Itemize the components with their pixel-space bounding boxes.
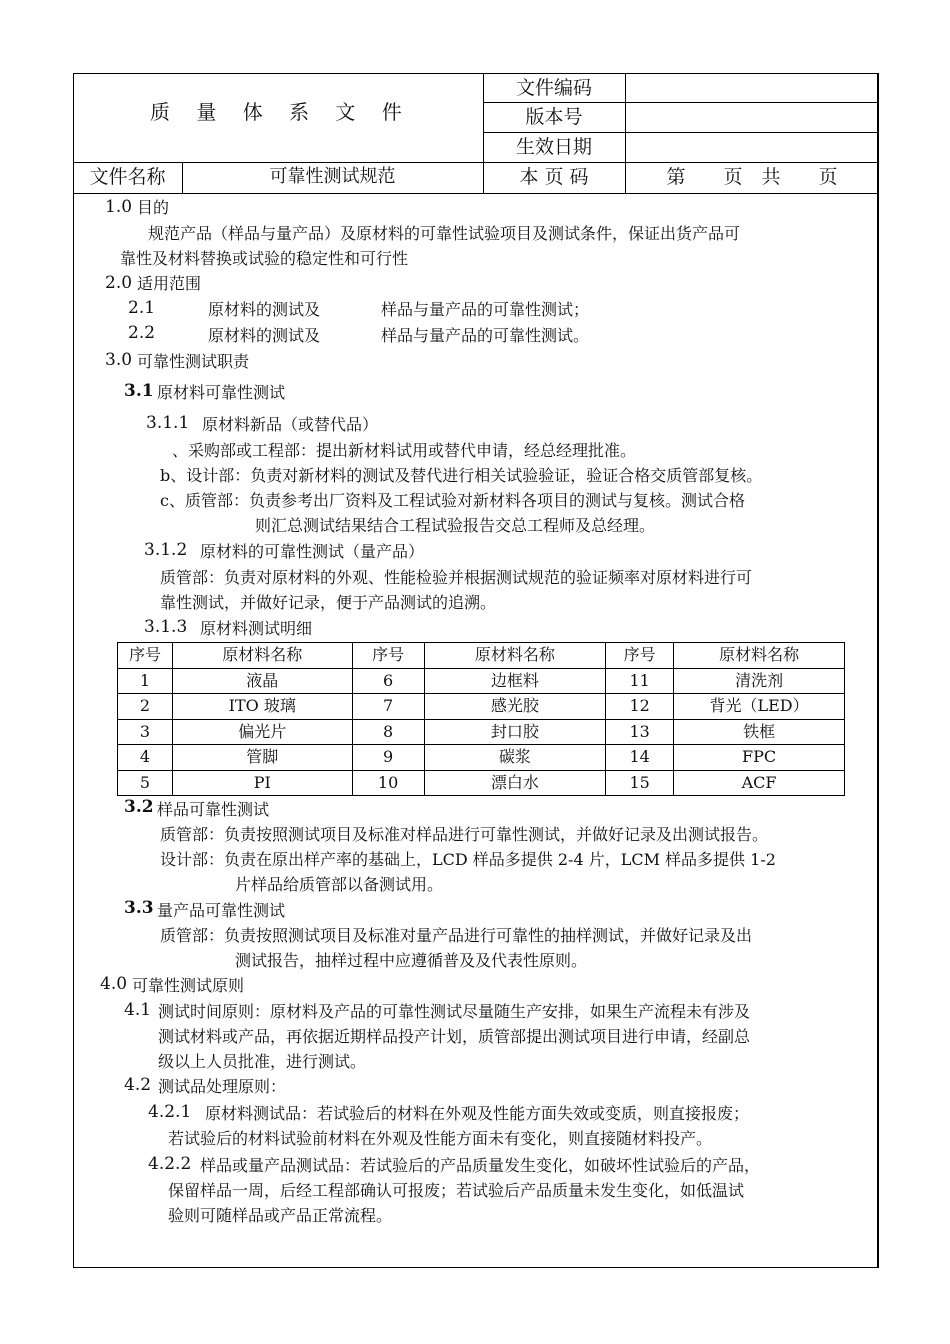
doc-title: 质 量 体 系 文 件 (150, 100, 412, 124)
section-number: 1.0 (105, 197, 133, 217)
table-cell: 2 (118, 694, 173, 720)
table-cell: 11 (606, 668, 674, 694)
table-cell: 漂白水 (424, 770, 606, 796)
table-header-cell: 原材料名称 (424, 643, 606, 669)
table-cell: 3 (118, 719, 173, 745)
subsection-number: 3.1.2 (144, 540, 188, 560)
paragraph-line: c、质管部：负责参考出厂资料及工程试验对新材料各项目的测试与复核。测试合格 (160, 491, 745, 510)
section-number: 3.0 (105, 350, 133, 370)
table-row (118, 719, 845, 745)
table-header-cell: 序号 (352, 643, 424, 669)
subsection-title: 原材料可靠性测试 (157, 383, 286, 402)
table-row (118, 668, 845, 694)
table-cell: 14 (606, 745, 674, 771)
header-divider (73, 193, 879, 194)
file-name-value: 可靠性测试规范 (269, 166, 396, 187)
subsection-number: 4.2.1 (148, 1102, 192, 1122)
table-row (118, 770, 845, 796)
table-cell: 7 (352, 694, 424, 720)
item-text: 原材料的测试及 (208, 300, 321, 319)
item-text: 原材料的测试及 (208, 326, 321, 345)
subsection-number: 2.2 (128, 323, 156, 343)
table-cell: 偏光片 (172, 719, 352, 745)
subsection-title: 量产品可靠性测试 (157, 901, 286, 920)
table-cell: 5 (118, 770, 173, 796)
table-header-cell: 序号 (606, 643, 674, 669)
paragraph-line: 片样品给质管部以备测试用。 (235, 875, 444, 894)
table-cell: 管脚 (172, 745, 352, 771)
subsection-number: 3.1.3 (144, 617, 188, 637)
table-header-row (118, 643, 845, 669)
header-divider (73, 162, 879, 163)
table-header-cell: 序号 (118, 643, 173, 669)
paragraph-line: 测试时间原则：原材料及产品的可靠性测试尽量随生产安排，如果生产流程未有涉及 (158, 1002, 751, 1021)
table-cell: 6 (352, 668, 424, 694)
table-cell: 10 (352, 770, 424, 796)
subsection-number: 2.1 (128, 298, 156, 318)
section-title: 目的 (137, 198, 170, 217)
table-cell: 背光（LED） (674, 694, 845, 720)
subsection-title: 样品可靠性测试 (157, 800, 270, 819)
table-row (118, 694, 845, 720)
paragraph-line: 规范产品（样品与量产品）及原材料的可靠性试验项目及测试条件，保证出货产品可 (148, 224, 741, 243)
table-cell: 12 (606, 694, 674, 720)
subsection-number: 3.2 (124, 797, 154, 817)
paragraph-line: 若试验后的材料试验前材料在外观及性能方面未有变化，则直接随材料投产。 (168, 1129, 713, 1148)
subsection-number: 4.2.2 (148, 1154, 192, 1174)
paragraph-line: 设计部：负责在原出样产率的基础上，LCD 样品多提供 2-4 片，LCM 样品多提供 1-2 (160, 850, 776, 869)
paragraph-line: 验则可随样品或产品正常流程。 (168, 1206, 393, 1225)
table-cell: ITO 玻璃 (172, 694, 352, 720)
paragraph-line: 样品或量产品测试品：若试验后的产品质量发生变化，如破坏性试验后的产品， (200, 1156, 761, 1175)
paragraph-line: b、设计部：负责对新材料的测试及替代进行相关试验验证，验证合格交质管部复核。 (160, 466, 763, 485)
table-cell: 碳浆 (424, 745, 606, 771)
subsection-number: 3.1 (124, 381, 154, 401)
table-header-cell: 原材料名称 (172, 643, 352, 669)
section-title: 可靠性测试职责 (137, 352, 250, 371)
label-page: 本 页 码 (519, 166, 589, 188)
material-table (117, 642, 845, 796)
paragraph-line: 靠性及材料替换或试验的稳定性和可行性 (120, 249, 409, 268)
paragraph-line: 质管部：负责按照测试项目及标准对量产品进行可靠性的抽样测试，并做好记录及出 (160, 926, 753, 945)
paragraph-line: 级以上人员批准，进行测试。 (158, 1052, 367, 1071)
section-title: 适用范围 (137, 274, 202, 293)
item-text: 样品与量产品的可靠性测试； (381, 300, 590, 319)
paragraph-line: 质管部：负责对原材料的外观、性能检验并根据测试规范的验证频率对原材料进行可 (160, 568, 753, 587)
table-cell: ACF (674, 770, 845, 796)
page-number-text: 第 页 共 页 (666, 166, 838, 188)
section-number: 2.0 (105, 273, 133, 293)
table-cell: 8 (352, 719, 424, 745)
table-cell: 铁框 (674, 719, 845, 745)
subsection-number: 3.3 (124, 898, 154, 918)
section-title: 可靠性测试原则 (132, 976, 245, 995)
table-header-cell: 原材料名称 (674, 643, 845, 669)
subsection-number: 4.2 (124, 1075, 152, 1095)
label-file-name: 文件名称 (89, 166, 166, 188)
paragraph-line: 质管部：负责按照测试项目及标准对样品进行可靠性测试，并做好记录及出测试报告。 (160, 825, 769, 844)
label-file-code: 文件编码 (515, 77, 592, 99)
section-number: 4.0 (100, 974, 128, 994)
paragraph-line: 测试报告，抽样过程中应遵循普及及代表性原则。 (235, 951, 588, 970)
paragraph-line: 则汇总测试结果结合工程试验报告交总工程师及总经理。 (255, 516, 656, 535)
label-effective-date: 生效日期 (515, 136, 592, 158)
subsection-title: 测试品处理原则： (158, 1077, 287, 1096)
subsection-number: 3.1.1 (146, 413, 190, 433)
header-divider (483, 102, 879, 103)
paragraph-line: 保留样品一周，后经工程部确认可报废；若试验后产品质量未发生变化，如低温试 (168, 1181, 745, 1200)
table-cell: 13 (606, 719, 674, 745)
table-cell: 1 (118, 668, 173, 694)
subsection-title: 原材料的可靠性测试（量产品） (200, 542, 425, 561)
label-version: 版本号 (525, 106, 583, 128)
paragraph-line: 、采购部或工程部：提出新材料试用或替代申请，经总经理批准。 (172, 441, 637, 460)
table-cell: 清洗剂 (674, 668, 845, 694)
table-row (118, 745, 845, 771)
header-divider (483, 132, 879, 133)
item-text: 样品与量产品的可靠性测试。 (381, 326, 590, 345)
paragraph-line: 靠性测试，并做好记录，便于产品测试的追溯。 (160, 593, 497, 612)
table-cell: 边框料 (424, 668, 606, 694)
table-cell: 4 (118, 745, 173, 771)
subsection-number: 4.1 (124, 1000, 152, 1020)
table-cell: PI (172, 770, 352, 796)
table-cell: 15 (606, 770, 674, 796)
subsection-title: 原材料新品（或替代品） (202, 415, 379, 434)
table-cell: 感光胶 (424, 694, 606, 720)
table-cell: FPC (674, 745, 845, 771)
subsection-title: 原材料测试明细 (200, 619, 313, 638)
paragraph-line: 测试材料或产品，再依据近期样品投产计划，质管部提出测试项目进行申请，经副总 (158, 1027, 751, 1046)
table-cell: 液晶 (172, 668, 352, 694)
table-cell: 9 (352, 745, 424, 771)
paragraph-line: 原材料测试品：若试验后的材料在外观及性能方面失效或变质，则直接报废； (205, 1104, 750, 1123)
table-cell: 封口胶 (424, 719, 606, 745)
